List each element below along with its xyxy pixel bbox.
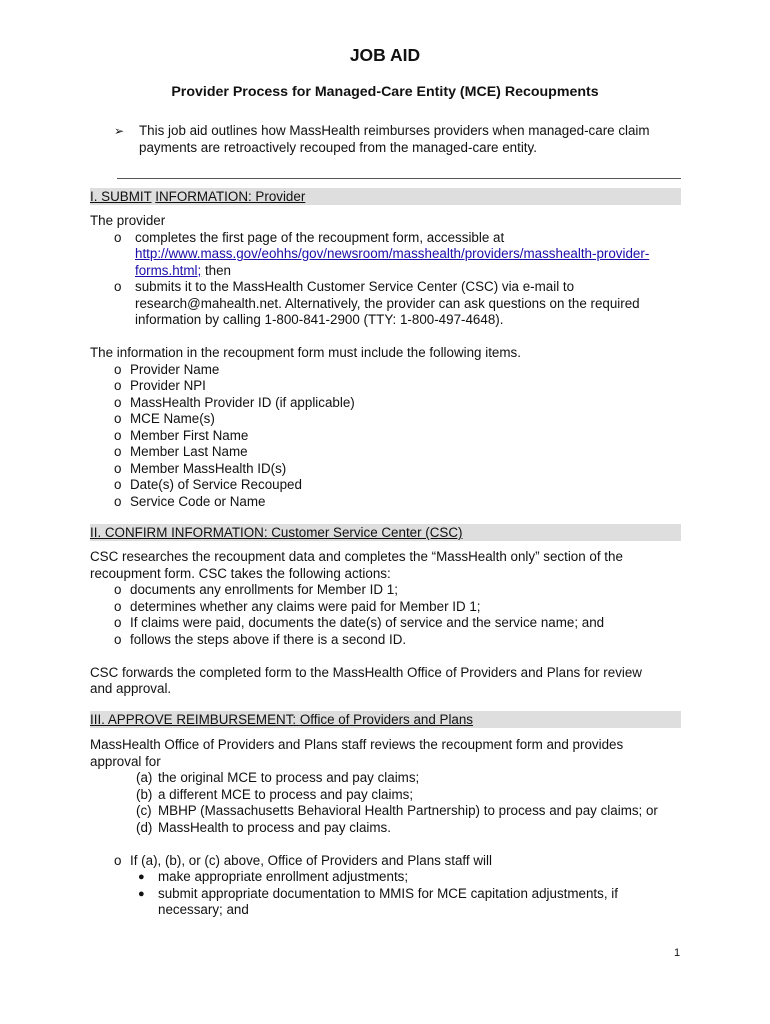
list-item: (c) MBHP (Massachusetts Behavioral Health Partnership) to process and pay claims; or xyxy=(136,803,658,818)
list-item: o submits it to the MassHealth Customer Service Center (CSC) via e-mail to research@mahealth.net. Alternatively, the provider can ask questions on the required information by calling 1-800-841-2900 (TTY: 1-800-497-4648). xyxy=(114,279,640,327)
list-item: o Provider Name xyxy=(114,361,220,377)
list-item: (b) a different MCE to process and pay claims; xyxy=(136,786,414,802)
list-item: o Member Last Name xyxy=(114,444,248,459)
list-item: (a) the original MCE to process and pay claims; xyxy=(136,770,420,785)
list-item: o Service Code or Name xyxy=(114,493,266,509)
circle-bullet-icon: o xyxy=(114,229,122,245)
list-item: (d) MassHealth to process and pay claims. xyxy=(136,819,391,835)
section-1-heading-part-b: INFORMATION: Provider xyxy=(155,189,306,204)
section-1-heading-part-a: I. SUBMIT xyxy=(90,189,152,204)
forms-link-continued[interactable]: forms.html; xyxy=(135,262,202,278)
list-item: o determines whether any claims were paid for Member ID 1; xyxy=(114,598,481,614)
list-item: o Date(s) of Service Recouped xyxy=(114,477,302,492)
section-3-heading: III. APPROVE REIMBURSEMENT: Office of Providers and Plans xyxy=(90,711,681,728)
list-item: ● submit appropriate documentation to MMIS for MCE capitation adjustments, if xyxy=(138,885,618,901)
bullet-icon: ● xyxy=(138,871,145,883)
list-item: o MassHealth Provider ID (if applicable) xyxy=(114,394,355,410)
section-1-heading xyxy=(90,188,681,205)
section-2-body: CSC researches the recoupment data and completes the “MassHealth only” section of the recoupment form. CSC takes the following actions: o documents any enrollments for Member ID 1; o determines whether any claims were paid for Member ID 1; o If claims were paid, documents the date(s) of service and the service name; and o follows the steps above if there is a second ID. CSC forwards the completed form to the MassHealth Office of Providers and Plans for review and approval. xyxy=(90,549,682,698)
intro-paragraph xyxy=(114,123,684,156)
list-item: o documents any enrollments for Member ID 1; xyxy=(114,582,398,597)
list-item: o Provider NPI xyxy=(114,378,206,393)
horizontal-rule xyxy=(117,178,681,179)
section-1-body xyxy=(90,213,682,510)
items-lead: The information in the recoupment form must include the following items. xyxy=(90,345,521,360)
intro-text: This job aid outlines how MassHealth reimburses providers when managed-care claim payments are retroactively recouped from the managed-care entity. xyxy=(139,123,650,155)
list-item: necessary; and xyxy=(158,902,249,917)
list-item: o If (a), (b), or (c) above, Office of Providers and Plans staff will xyxy=(114,852,492,868)
section-3-body: MassHealth Office of Providers and Plans staff reviews the recoupment form and provides approval for (a) the original MCE to process and pay claims; (b) a different MCE to process and pay claims; (c) MBHP (Massachusetts Behavioral Health Partnership) to process and pay claims; or (d) MassHealth to process and pay claims. o If (a), (b), or (c) above, Office of Providers and Plans staff will ● make appropriate enrollment adjustments; ● submit appropriate documentation to MMIS for MCE capitation adjustments, if necessary; and xyxy=(90,737,682,919)
list-item: o If claims were paid, documents the date(s) of service and the service name; and xyxy=(114,615,605,630)
arrow-bullet-icon: ➢ xyxy=(114,124,125,138)
page-number: 1 xyxy=(674,947,681,959)
section-2-heading: II. CONFIRM INFORMATION: Customer Service Center (CSC) xyxy=(90,524,681,541)
list-item: o follows the steps above if there is a second ID. xyxy=(114,631,407,647)
list-item: o completes the first page of the recoupment form, accessible at http://www.mass.gov/eohhs/gov/newsroom/masshealth/providers/masshealth-provider- forms.html; then xyxy=(114,229,650,278)
list-item: o MCE Name(s) xyxy=(114,411,215,426)
circle-bullet-icon: o xyxy=(114,279,122,294)
list-item: o Member First Name xyxy=(114,427,249,443)
section-1-lead: The provider xyxy=(90,213,166,228)
page-title: JOB AID xyxy=(349,45,421,65)
forms-link[interactable]: http://www.mass.gov/eohhs/gov/newsroom/masshealth/providers/masshealth-provider- xyxy=(135,246,650,261)
bullet-icon: ● xyxy=(138,887,145,900)
required-items-list xyxy=(90,362,682,511)
list-item: ● make appropriate enrollment adjustments; xyxy=(138,869,409,884)
page-subtitle: Provider Process for Managed-Care Entity (MCE) Recoupments xyxy=(171,84,599,100)
list-item: o Member MassHealth ID(s) xyxy=(114,460,287,476)
